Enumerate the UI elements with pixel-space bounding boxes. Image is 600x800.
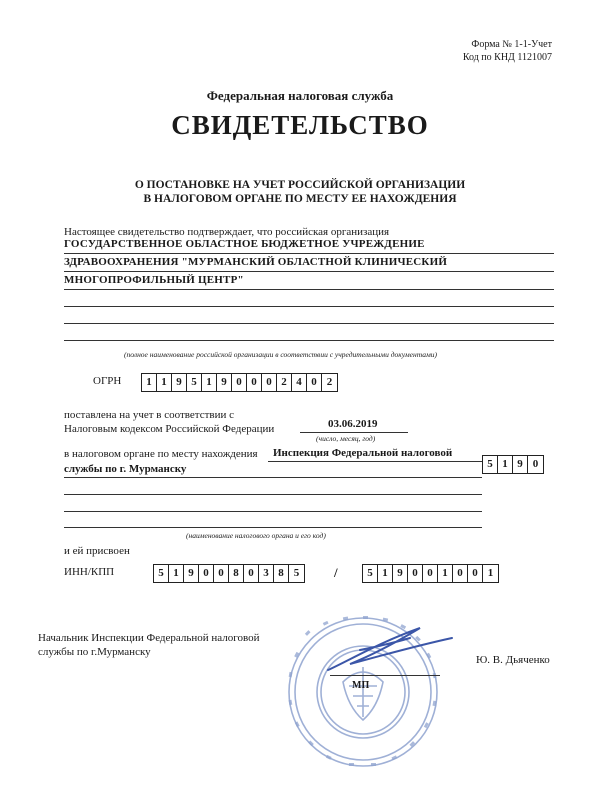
inn-digit: 8 <box>274 565 289 582</box>
tax-office-caption: (наименование налогового органа и его код) <box>186 531 326 540</box>
handwritten-signature <box>320 620 460 680</box>
ogrn-digit: 1 <box>202 374 217 391</box>
inn-kpp-separator: / <box>334 565 338 580</box>
kpp-digit: 0 <box>453 565 468 582</box>
inn-digit: 8 <box>229 565 244 582</box>
signatory-position-line-2: службы по г.Мурманску <box>38 646 151 658</box>
inn-digit: 3 <box>259 565 274 582</box>
org-underline-6 <box>64 340 554 341</box>
inn-kpp-label: ИНН/КПП <box>64 566 115 578</box>
signatory-name: Ю. В. Дьяченко <box>476 654 550 666</box>
tax-office-line-2: службы по г. Мурманску <box>64 463 187 475</box>
inn-digit: 1 <box>169 565 184 582</box>
org-name-line-1: ГОСУДАРСТВЕННОЕ ОБЛАСТНОЕ БЮДЖЕТНОЕ УЧРЕЖДЕНИЕ <box>64 238 425 250</box>
ogrn-digit: 0 <box>247 374 262 391</box>
kpp-digit: 0 <box>468 565 483 582</box>
kpp-digit: 1 <box>487 567 494 579</box>
org-underline-2 <box>64 271 554 272</box>
tax-office-code-digit: 0 <box>532 458 539 470</box>
tax-office-code-digit: 5 <box>483 456 498 473</box>
inn-digit: 9 <box>184 565 199 582</box>
kpp-digit: 1 <box>378 565 393 582</box>
tax-office-underline-5 <box>64 527 482 528</box>
signatory-position <box>38 631 260 659</box>
ogrn-digit: 2 <box>277 374 292 391</box>
ogrn-cells <box>141 373 338 392</box>
registration-line-1: поставлена на учет в соответствии с <box>64 409 235 421</box>
kpp-digit: 9 <box>393 565 408 582</box>
ogrn-digit: 2 <box>326 376 333 388</box>
registration-line-2: Налоговым кодексом Российской Федерации <box>64 423 275 435</box>
ogrn-digit: 0 <box>307 374 322 391</box>
ogrn-digit: 5 <box>187 374 202 391</box>
signatory-position-line-1: Начальник Инспекции Федеральной налоговой <box>38 632 260 644</box>
inn-digit: 5 <box>293 567 300 579</box>
org-underline-5 <box>64 323 554 324</box>
document-title: СВИДЕТЕЛЬСТВО <box>171 110 429 140</box>
registration-date: 03.06.2019 <box>328 418 378 430</box>
ogrn-digit: 9 <box>172 374 187 391</box>
org-underline-4 <box>64 306 554 307</box>
registration-text <box>64 408 274 436</box>
assigned-text: и ей присвоен <box>64 545 130 557</box>
tax-office-underline-3 <box>64 494 482 495</box>
org-name-line-3: МНОГОПРОФИЛЬНЫЙ ЦЕНТР" <box>64 274 244 286</box>
tax-office-underline-4 <box>64 511 482 512</box>
knd-code: Код по КНД 1121007 <box>462 52 552 63</box>
org-name-line-2: ЗДРАВООХРАНЕНИЯ "МУРМАНСКИЙ ОБЛАСТНОЙ КЛИНИЧЕСКИЙ <box>64 256 448 268</box>
ogrn-digit: 0 <box>232 374 247 391</box>
kpp-cells <box>362 564 499 583</box>
kpp-digit: 0 <box>408 565 423 582</box>
tax-office-code-digit: 9 <box>513 456 528 473</box>
tax-office-code-cells <box>482 455 544 474</box>
kpp-digit: 5 <box>363 565 378 582</box>
subtitle-line-2: В НАЛОГОВОМ ОРГАНЕ ПО МЕСТУ ЕЕ НАХОЖДЕНИЯ <box>143 193 457 205</box>
tax-office-underline-2 <box>64 477 482 478</box>
form-number: Форма № 1-1-Учет <box>471 39 552 50</box>
ogrn-digit: 1 <box>157 374 172 391</box>
tax-office-line-1: Инспекция Федеральной налоговой <box>273 447 453 459</box>
subtitle-line-1: О ПОСТАНОВКЕ НА УЧЕТ РОССИЙСКОЙ ОРГАНИЗАЦИИ <box>134 179 466 191</box>
ogrn-digit: 9 <box>217 374 232 391</box>
stamp-label: МП <box>352 680 370 691</box>
inn-cells <box>153 564 305 583</box>
inn-digit: 5 <box>154 565 169 582</box>
signature-line <box>330 675 440 676</box>
org-caption: (полное наименование российской организации в соответствии с учредительными документами) <box>124 350 438 359</box>
inn-digit: 0 <box>214 565 229 582</box>
kpp-digit: 1 <box>438 565 453 582</box>
tax-office-underline-1 <box>268 461 482 462</box>
kpp-digit: 0 <box>423 565 438 582</box>
ogrn-digit: 4 <box>292 374 307 391</box>
document-subtitle <box>0 178 600 206</box>
date-underline <box>300 432 408 433</box>
inn-digit: 0 <box>244 565 259 582</box>
org-underline-1 <box>64 253 554 254</box>
intro-text: Настоящее свидетельство подтверждает, что российская организация <box>64 226 390 238</box>
tax-office-code-digit: 1 <box>498 456 513 473</box>
form-header <box>463 38 552 64</box>
date-caption: (число, месяц, год) <box>316 434 376 443</box>
agency-name: Федеральная налоговая служба <box>206 88 394 103</box>
ogrn-digit: 1 <box>142 374 157 391</box>
org-underline-3 <box>64 289 554 290</box>
ogrn-digit: 0 <box>262 374 277 391</box>
registration-line-3: в налоговом органе по месту нахождения <box>64 448 258 460</box>
ogrn-label: ОГРН <box>93 375 122 387</box>
inn-digit: 0 <box>199 565 214 582</box>
